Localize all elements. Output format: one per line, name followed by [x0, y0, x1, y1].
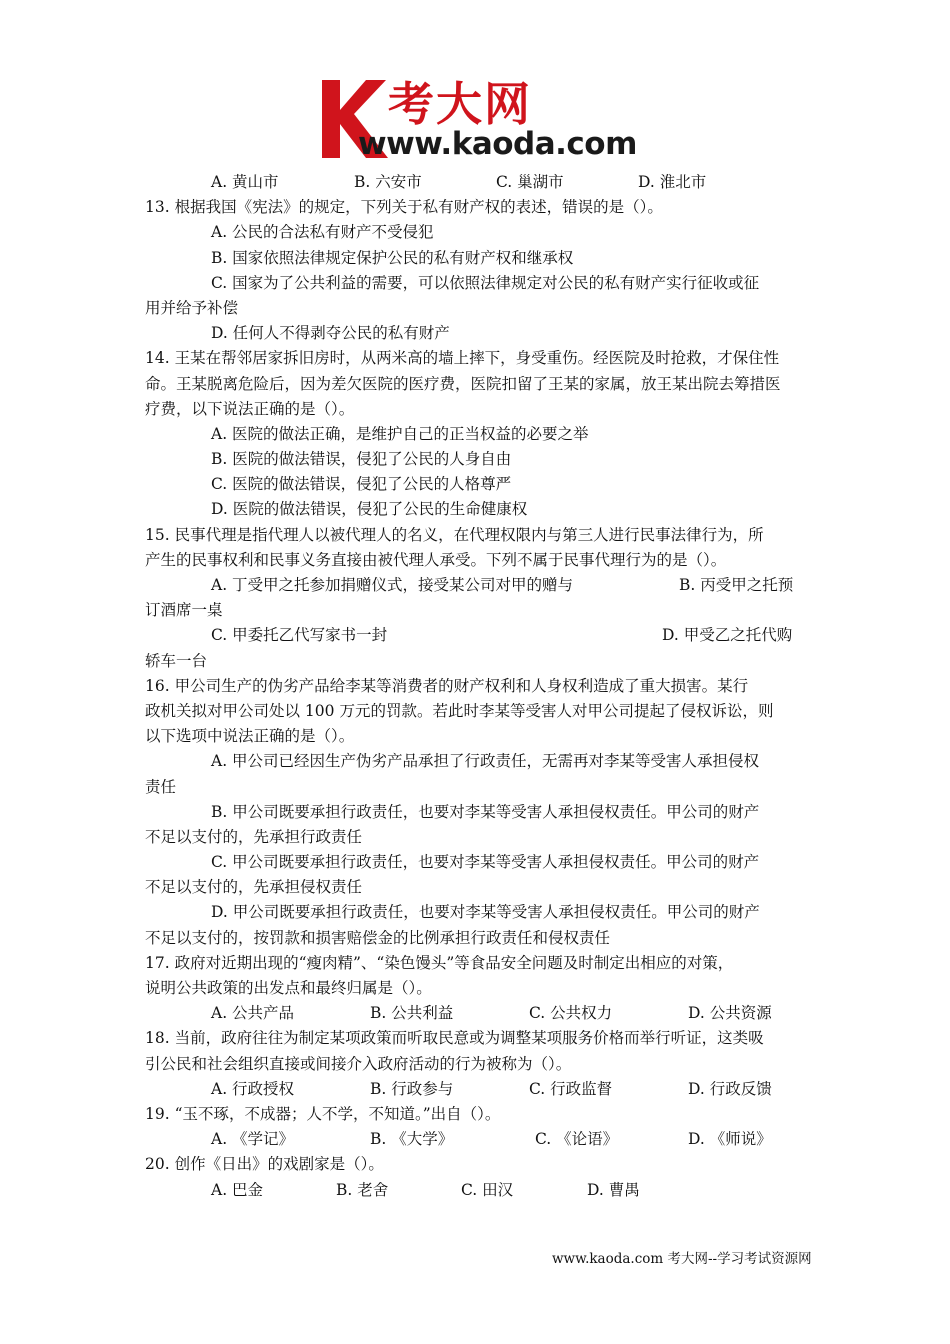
q16-option-d: D. 甲公司既要承担行政责任，也要对李某等受害人承担侵权责任。甲公司的财产 — [211, 903, 760, 922]
q16-option-a: A. 甲公司已经因生产伪劣产品承担了行政责任，无需再对李某等受害人承担侵权 — [211, 752, 760, 771]
q20-stem: 20. 创作《日出》的戏剧家是（）。 — [145, 1155, 384, 1174]
q12-options — [145, 170, 807, 195]
q20-option-d: D. 曹禺 — [587, 1180, 640, 1199]
q13-option-d: D. 任何人不得剥夺公民的私有财产 — [211, 324, 450, 343]
logo-brand-text: 考大网 — [388, 77, 532, 131]
q20-option-b: B. 老舍 — [336, 1180, 389, 1199]
q18-options — [145, 1077, 807, 1102]
q17-option-c: C. 公共权力 — [529, 1004, 613, 1023]
q12-option-b: B. 六安市 — [354, 173, 422, 191]
q16-option-d-cont: 不足以支付的，按罚款和损害赔偿金的比例承担行政责任和侵权责任 — [145, 928, 611, 947]
question-content — [145, 170, 807, 1203]
q17-option-b: B. 公共利益 — [370, 1004, 454, 1023]
q16-option-c: C. 甲公司既要承担行政责任，也要对李某等受害人承担侵权责任。甲公司的财产 — [211, 853, 760, 872]
q20-option-c: C. 田汉 — [461, 1180, 514, 1199]
q15-stem-1: 15. 民事代理是指代理人以被代理人的名义，在代理权限内与第三人进行民事法律行为，所 — [145, 525, 764, 544]
q16-stem-1: 16. 甲公司生产的伪劣产品给李某等消费者的财产权利和人身权利造成了重大损害。某行 — [145, 676, 749, 695]
q18-option-b: B. 行政参与 — [370, 1079, 454, 1098]
q19-options — [145, 1127, 807, 1152]
q14-stem-3: 疗费，以下说法正确的是（）。 — [145, 399, 355, 418]
q15-option-b: B. 丙受甲之托预 — [679, 576, 794, 594]
q14-stem-2: 命。王某脱离危险后，因为差欠医院的医疗费，医院扣留了王某的家属，放王某出院去筹措医 — [145, 374, 781, 393]
q13-option-c-cont: 用并给予补偿 — [145, 298, 239, 317]
q18-stem-1: 18. 当前，政府往往为制定某项政策而听取民意或为调整某项服务价格而举行听证，这类吸 — [145, 1029, 764, 1048]
q16-stem-3: 以下选项中说法正确的是（）。 — [145, 727, 355, 746]
q16-option-a-cont: 责任 — [145, 777, 177, 796]
q20-options — [145, 1178, 807, 1203]
q16-option-b: B. 甲公司既要承担行政责任，也要对李某等受害人承担侵权责任。甲公司的财产 — [211, 802, 760, 821]
q14-option-c: C. 医院的做法错误，侵犯了公民的人格尊严 — [211, 475, 512, 494]
q19-option-d: D. 《师说》 — [688, 1130, 772, 1149]
q13-option-b: B. 国家依照法律规定保护公民的私有财产权和继承权 — [211, 248, 574, 267]
q18-option-d: D. 行政反馈 — [688, 1079, 772, 1098]
q16-option-b-cont: 不足以支付的，先承担行政责任 — [145, 827, 363, 846]
q14-stem-1: 14. 王某在帮邻居家拆旧房时，从两米高的墙上摔下，身受重伤。经医院及时抢救，才保住性 — [145, 349, 780, 368]
q19-stem: 19. “玉不琢，不成器；人不学，不知道。”出自（）。 — [145, 1104, 501, 1123]
q17-option-a: A. 公共产品 — [211, 1004, 295, 1023]
q12-option-d: D. 淮北市 — [638, 173, 707, 191]
page-footer: www.kaoda.com 考大网--学习考试资源网 — [552, 1251, 812, 1267]
q19-option-a: A. 《学记》 — [211, 1130, 295, 1149]
q18-option-c: C. 行政监督 — [529, 1079, 613, 1098]
q19-option-b: B. 《大学》 — [370, 1130, 454, 1149]
q15-option-a: A. 丁受甲之托参加捐赠仪式，接受某公司对甲的赠与 — [211, 576, 574, 594]
q14-option-b: B. 医院的做法错误，侵犯了公民的人身自由 — [211, 450, 512, 469]
q15-stem-2: 产生的民事权利和民事义务直接由被代理人承受。下列不属于民事代理行为的是（）。 — [145, 550, 727, 569]
q13-option-c: C. 国家为了公共利益的需要，可以依照法律规定对公民的私有财产实行征收或征 — [211, 273, 760, 292]
q14-option-d: D. 医院的做法错误，侵犯了公民的生命健康权 — [211, 500, 528, 519]
q18-option-a: A. 行政授权 — [211, 1079, 295, 1098]
q18-stem-2: 引公民和社会组织直接或间接介入政府活动的行为被称为（）。 — [145, 1054, 572, 1073]
q17-options — [145, 1001, 807, 1026]
q15-option-d: D. 甲受乙之托代购 — [662, 626, 793, 645]
q13-option-a: A. 公民的合法私有财产不受侵犯 — [211, 223, 434, 242]
q15-option-b-cont: 订酒席一桌 — [145, 601, 223, 620]
q12-option-c: C. 巢湖市 — [496, 173, 564, 191]
q16-option-c-cont: 不足以支付的，先承担侵权责任 — [145, 878, 363, 897]
q20-option-a: A. 巴金 — [211, 1180, 264, 1199]
q17-stem-2: 说明公共政策的出发点和最终归属是（）。 — [145, 979, 432, 997]
q17-option-d: D. 公共资源 — [688, 1004, 772, 1023]
q12-option-a: A. 黄山市 — [211, 173, 279, 191]
q15-options-ab — [145, 573, 807, 598]
q19-option-c: C. 《论语》 — [535, 1130, 619, 1149]
q15-option-c: C. 甲委托乙代写家书一封 — [211, 626, 388, 645]
kaoda-logo — [318, 78, 648, 164]
q15-option-d-cont: 轿车一台 — [145, 651, 208, 670]
q17-stem-1: 17. 政府对近期出现的“瘦肉精”、“染色馒头”等食品安全问题及时制定出相应的对策， — [145, 953, 734, 972]
logo-url-text: www.kaoda.com — [358, 126, 637, 162]
q13-stem: 13. 根据我国《宪法》的规定，下列关于私有财产权的表述，错误的是（）。 — [145, 198, 663, 217]
q15-options-cd — [145, 623, 807, 648]
q16-stem-2: 政机关拟对甲公司处以 100 万元的罚款。若此时李某等受害人对甲公司提起了侵权诉讼，则 — [145, 701, 774, 720]
q14-option-a: A. 医院的做法正确，是维护自己的正当权益的必要之举 — [211, 424, 589, 443]
